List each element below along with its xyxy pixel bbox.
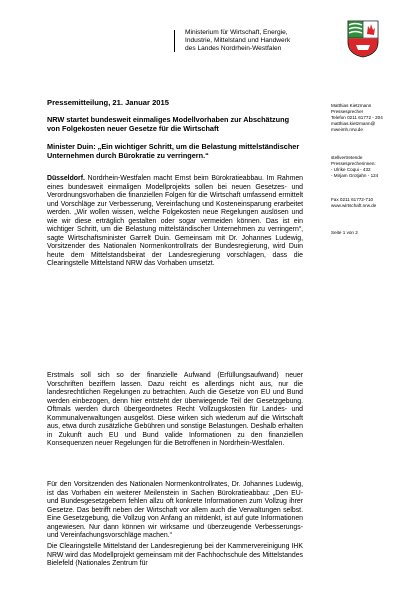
deputy-press-contacts xyxy=(331,155,417,179)
contact-email: matthias.kietzmann@ xyxy=(331,120,376,126)
press-contact xyxy=(331,103,417,133)
deputy-contact: - Ulrike Coqui - 432 xyxy=(331,166,371,172)
headline: NRW startet bundesweit einmaliges Modellvorhaben zur Abschätzung von Folgekosten neuer Gesetze für die Wirtschaft xyxy=(47,115,290,133)
contact-role: Pressesprecher xyxy=(331,108,364,114)
fax-number: Fax 0211 61772-710 xyxy=(331,197,374,202)
website: www.wirtschaft.nrw.de xyxy=(331,202,377,208)
contact-email-domain: mweimh.nrw.de xyxy=(331,126,363,132)
ministry-line: Industrie, Mittelstand und Handwerk xyxy=(185,37,291,44)
paragraph-4: Die Clearingstelle Mittelstand der Landesregierung bei der Kammervereinigung IHK NRW wird das Modellprojekt gemeinsam mit der Fachhochschule des Mittelstandes Bielefeld (Nationales Zentrum für xyxy=(47,543,303,567)
fax-and-web xyxy=(331,197,417,209)
deputy-label: stellvertretende xyxy=(331,155,363,160)
dateline: Düsseldorf. xyxy=(47,175,85,182)
letterhead-divider xyxy=(174,30,175,52)
contact-phone: Telefon 0211 61772 - 204 xyxy=(331,114,383,120)
deputy-label: Pressesprecherinnen: xyxy=(331,160,376,166)
ministry-name xyxy=(185,29,335,53)
paragraph-3: Für den Vorsitzenden des Nationalen Normenkontrollrates, Dr. Johannes Ludewig, ist das Vorhaben ein weiterer Meilenstein in Sachen Bürokratieabbau: „Den EU- und Bundesgesetzgebern fehlen allzu oft konkrete Informationen zum Vollzug ihrer Gesetze. Das betrifft neben der Wirtschaft vor allem auch die Verwaltungen selbst. Eine Gesetzgebung, die Vollzug von Anfang an mitdenkt, ist auf gute Informationen angewiesen. Nur dann können wir wirksame und überzeugende Verbesserungs- und Vereinfachungsvorschläge machen.“ xyxy=(47,481,303,539)
nrw-coat-of-arms-icon xyxy=(347,20,379,58)
contact-name: Matthias Kietzmann xyxy=(331,103,372,108)
paragraph-1 xyxy=(47,175,303,269)
subheadline: Minister Duin: „Ein wichtiger Schritt, um die Belastung mittelständischer Unternehmen durch Bürokratie zu verringern.“ xyxy=(47,142,300,160)
paragraph-1-text: Nordrhein-Westfalen macht Ernst beim Bürokratieabbau. Im Rahmen eines bundesweit einmaligen Modellprojekts sollen bei neuen Gesetzes- und Verordnungsvorhaben die finanziellen Folgen für die Wirtschaft umfassend ermittelt und Vorschläge zur Verbesserung, Vereinfachung und Kosteneinsparung erarbeitet werden. „Wir wollen wissen, welche Folgekosten neue Regelungen auslösen und wie wir diese erträglich gestalten oder sogar vermeiden können. Das ist ein wichtiger Schritt, um die Belastung mittelständischer Unternehmen zu verringern“, sagte Wirtschaftsminister Garrelt Duin. Gemeinsam mit Dr. Johannes Ludewig, Vorsitzender des Nationalen Normenkontrollrats der Bundesregierung, wird Duin heute dem Mittelstandsbeirat der Landesregierung vorschlagen, dass die Clearingstelle Mittelstand NRW das Vorhaben umsetzt. xyxy=(47,175,304,267)
deputy-contact: - Mirjam Grotjahn - 124 xyxy=(331,172,379,178)
press-release-title: Pressemitteilung, 21. Januar 2015 xyxy=(47,98,169,107)
ministry-line: des Landes Nordrhein-Westfalen xyxy=(185,45,282,52)
ministry-line: Ministerium für Wirtschaft, Energie, xyxy=(185,29,288,36)
paragraph-2: Erstmals soll sich so der finanzielle Aufwand (Erfüllungsaufwand) neuer Vorschriften beziffern lassen. Dazu reicht es allerdings nicht aus, nur die landesrechtlichen Regelungen zu betrachten. Auch die Gesetze von EU und Bund werden einbezogen, denn hier entsteht der überwiegende Teil der Gesetzgebung. Oftmals werden durch übergeordnetes Recht Vollzugskosten für Landes- und Kommunalverwaltungen ausgelöst. Diese wirken sich wiederum auf die Wirtschaft aus, etwa durch zusätzliche Gebühren und sonstige Belastungen. Deshalb erhalten in Zukunft auch EU und Bund valide Informationen zu den finanziellen Konsequenzen neuer Regelungen für die Betroffenen in Nordrhein-Westfalen. xyxy=(47,372,303,447)
page-number: Seite 1 von 2 xyxy=(331,230,358,235)
